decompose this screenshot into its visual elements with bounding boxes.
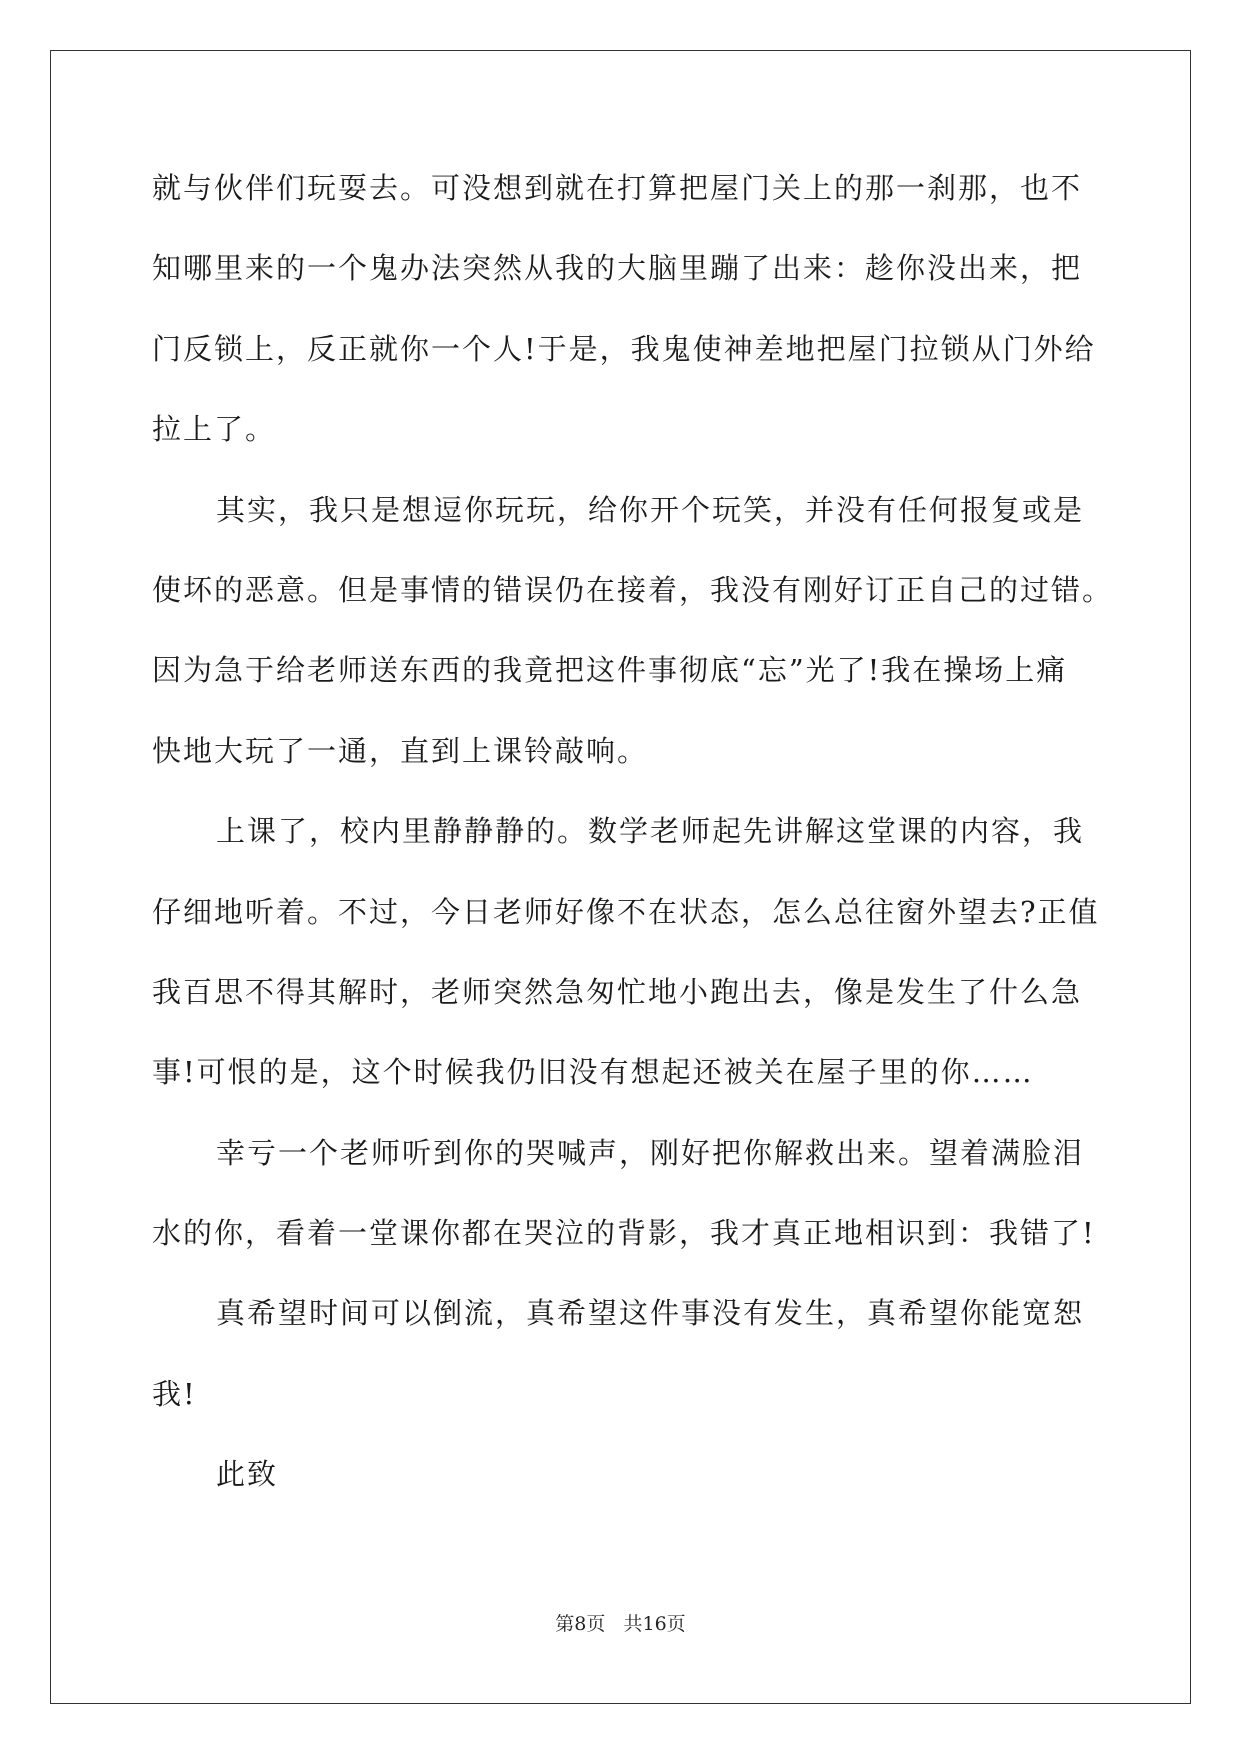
paragraph-start-line: 其实，我只是想逗你玩玩，给你开个玩笑，并没有任何报复或是 (216, 492, 1085, 527)
text-line: 水的你，看着一堂课你都在哭泣的背影，我才真正地相识到：我错了! (152, 1216, 1096, 1251)
text-line: 知哪里来的一个鬼办法突然从我的大脑里蹦了出来：趁你没出来，把 (152, 251, 1083, 286)
text-line: 我百思不得其解时，老师突然急匆忙地小跑出去，像是发生了什么急 (152, 974, 1083, 1009)
closing-salutation: 此致 (216, 1457, 279, 1492)
paragraph-start-line: 幸亏一个老师听到你的哭喊声，刚好把你解救出来。望着满脸泪 (216, 1135, 1085, 1170)
page-number-footer: 第8页 共16页 (555, 1613, 686, 1635)
text-line: 我! (152, 1376, 197, 1411)
text-line: 门反锁上，反正就你一个人!于是，我鬼使神差地把屋门拉锁从门外给 (152, 331, 1096, 366)
paragraph-start-line: 真希望时间可以倒流，真希望这件事没有发生，真希望你能宽恕 (216, 1296, 1085, 1331)
paragraph-start-line: 上课了，校内里静静静的。数学老师起先讲解这堂课的内容，我 (216, 814, 1085, 849)
text-line: 快地大玩了一通，直到上课铃敲响。 (152, 733, 649, 768)
document-body (152, 148, 1114, 1515)
text-line: 因为急于给老师送东西的我竟把这件事彻底“忘”光了!我在操场上痛 (152, 653, 1068, 688)
text-line: 仔细地听着。不过，今日老师好像不在状态，怎么总往窗外望去?正值 (152, 894, 1100, 929)
text-line: 使坏的恶意。但是事情的错误仍在接着，我没有刚好订正自己的过错。 (152, 572, 1114, 607)
text-line: 就与伙伴们玩耍去。可没想到就在打算把屋门关上的那一刹那，也不 (152, 171, 1083, 205)
text-line: 事!可恨的是，这个时候我仍旧没有想起还被关在屋子里的你…… (152, 1055, 1034, 1090)
text-line: 拉上了。 (152, 412, 277, 447)
